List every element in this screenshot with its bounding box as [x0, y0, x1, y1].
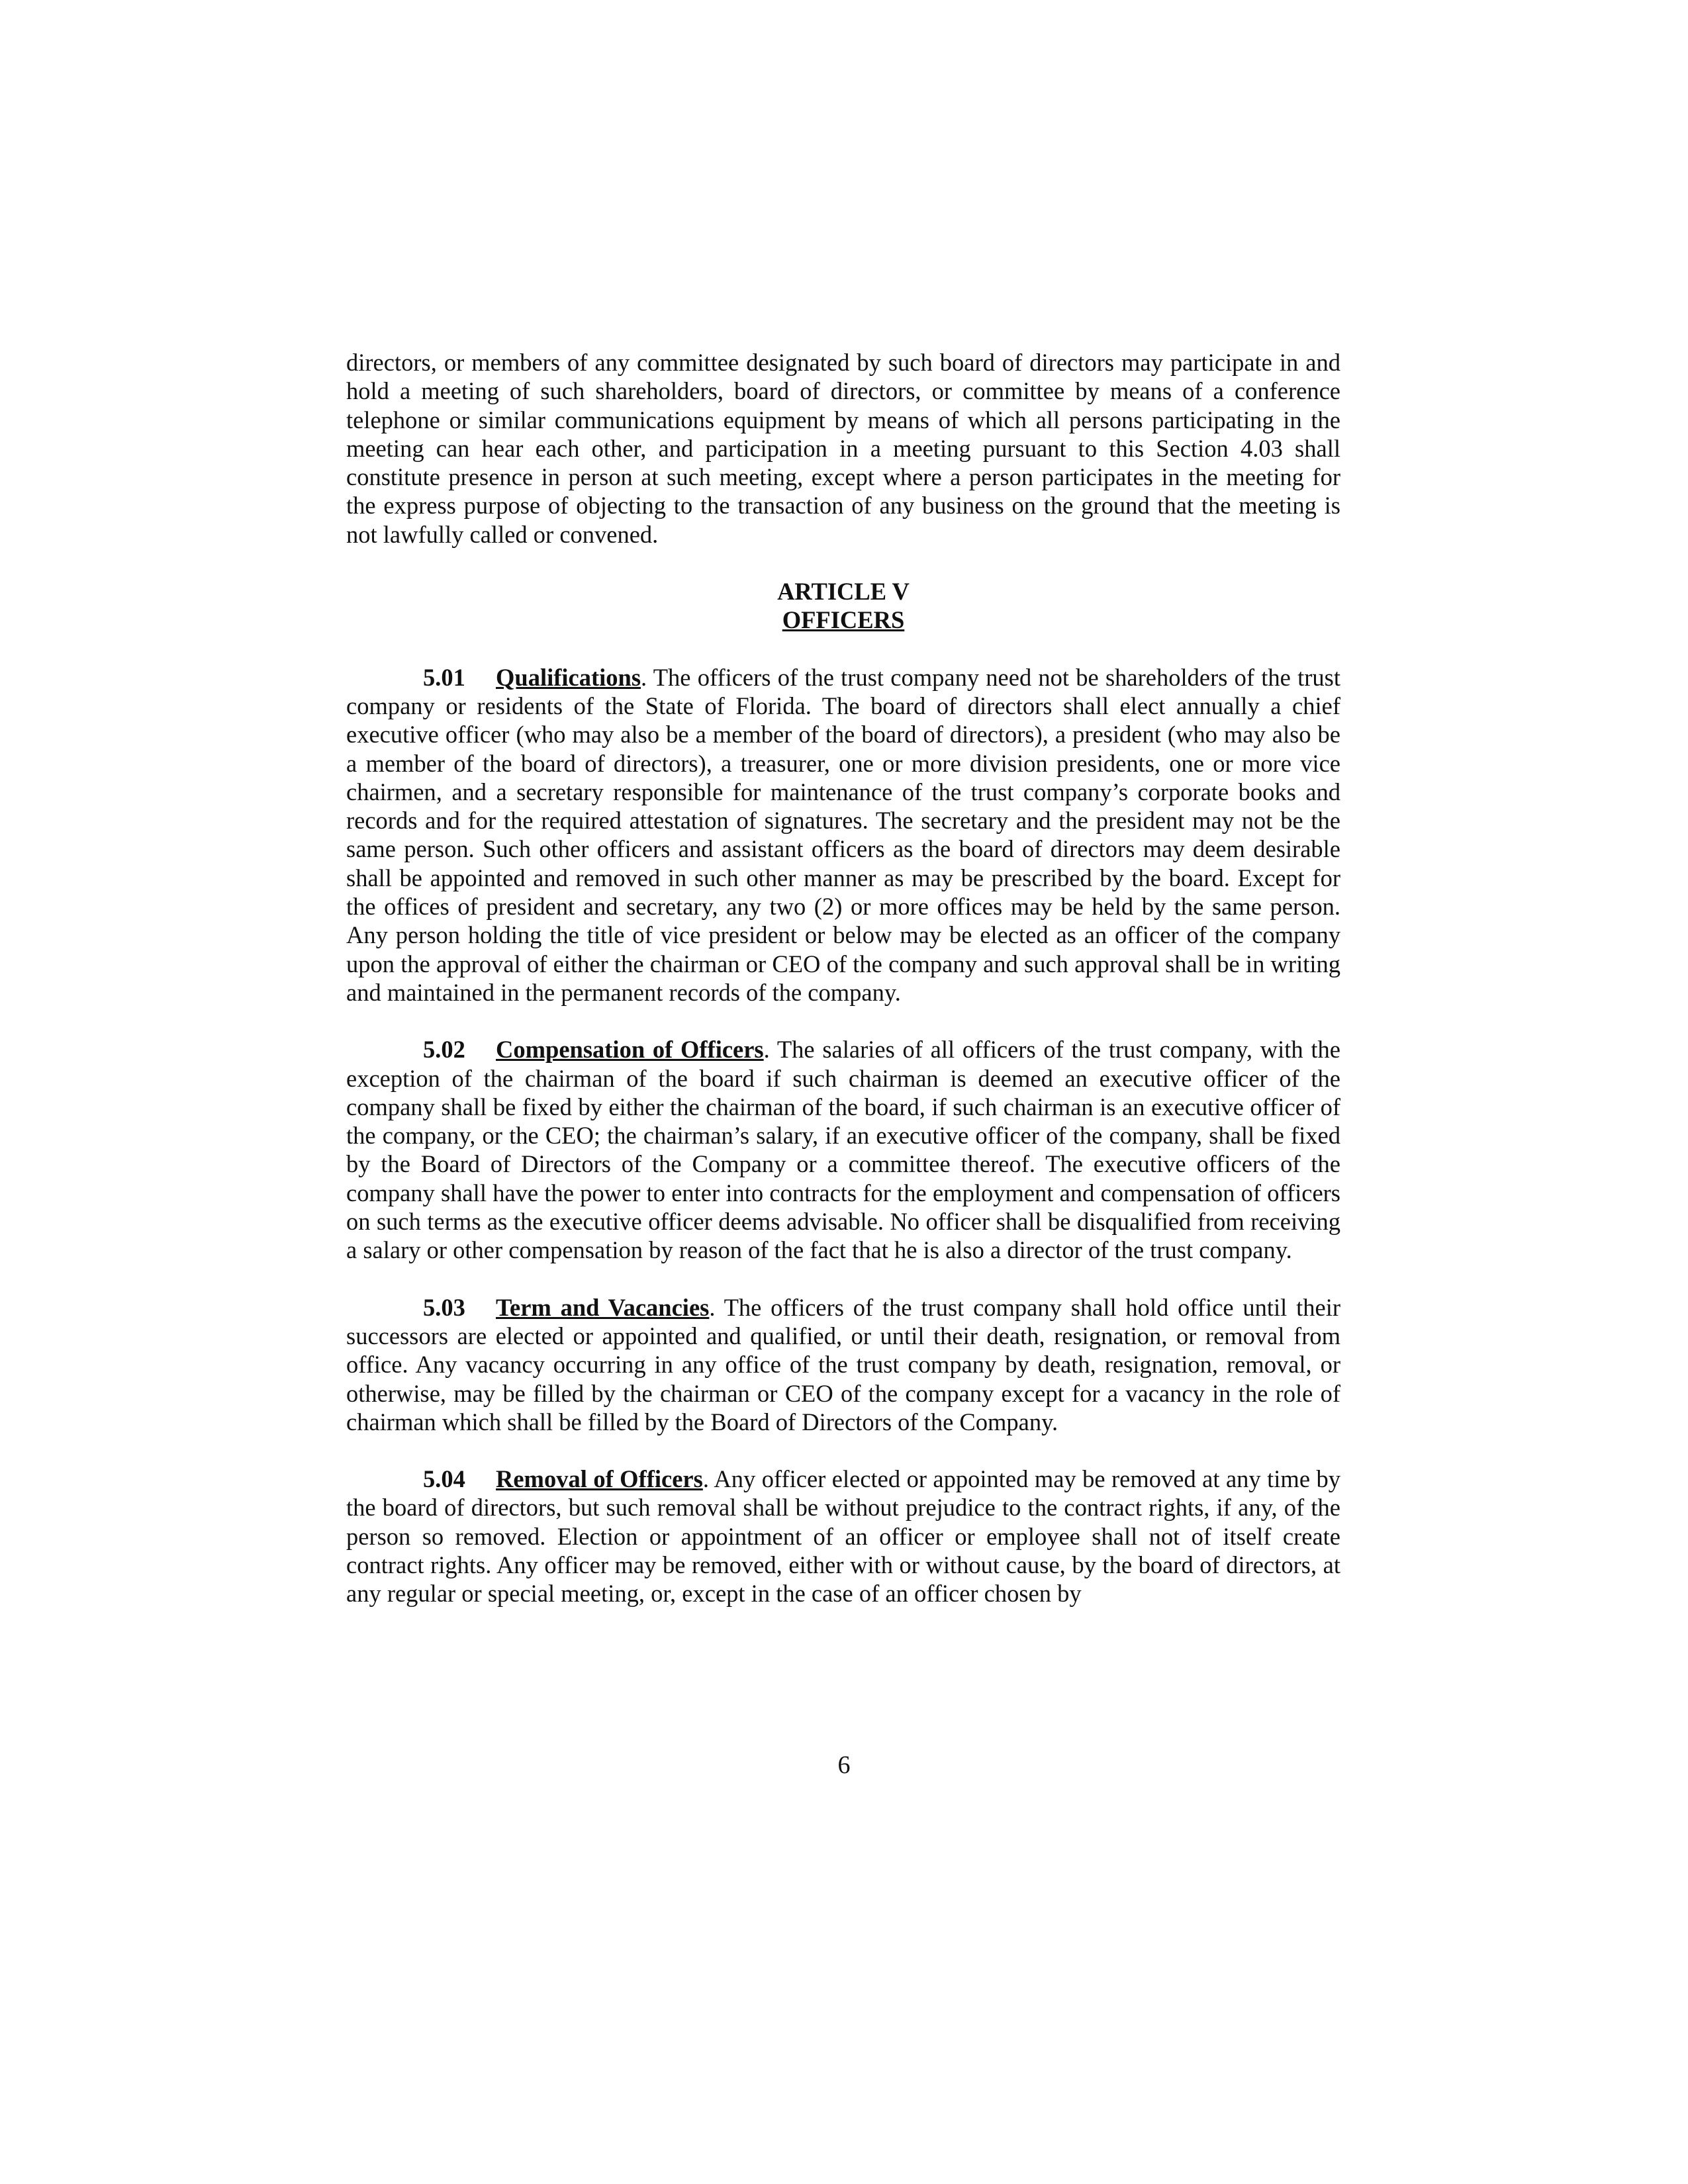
section-title: Compensation of Officers — [496, 1036, 764, 1064]
section-5-03 — [346, 1293, 1340, 1436]
section-number: 5.01 — [423, 663, 465, 691]
section-body: . The salaries of all officers of the trust company, with the exception of the chairman of the board if such chairman is deemed an executive officer of the company shall be fixed by either the chairman of the board, if such chairman is an executive officer of the company, or the CEO; the chairman’s salary, if an executive officer of the company, shall be fixed by the Board of Directors of the Company or a committee thereof. The executive officers of the company shall have the power to enter into contracts for the employment and compensation of officers on such terms as the executive officer deems advisable. No officer shall be disqualified from receiving a salary or other compensation by reason of the fact that he is also a director of the trust company. — [346, 1036, 1340, 1264]
spacer — [346, 1007, 1340, 1035]
article-title-line — [346, 606, 1340, 634]
article-number: ARTICLE V — [777, 578, 910, 606]
section-5-01 — [346, 663, 1340, 1007]
spacer — [346, 1436, 1340, 1465]
section-title: Removal of Officers — [496, 1465, 703, 1493]
section-number: 5.04 — [423, 1465, 465, 1493]
article-title: OFFICERS — [782, 606, 905, 634]
section-body: . Any officer elected or appointed may be removed at any time by the board of directors, but such removal shall be without prejudice to the contract rights, if any, of the person so removed. Election or appointment of an officer or employee shall not of itself create contract rights. Any officer may be removed, either with or without cause, by the board of directors, at any regular or special meeting, or, except in the case of an officer chosen by — [346, 1465, 1340, 1608]
spacer — [346, 1265, 1340, 1293]
document-body — [346, 348, 1340, 1608]
section-title: Qualifications — [496, 663, 641, 691]
page-number: 6 — [837, 1751, 851, 1779]
section-5-02 — [346, 1035, 1340, 1264]
spacer — [346, 635, 1340, 663]
continuation-paragraph: directors, or members of any committee designated by such board of directors may participate in and hold a meeting of such shareholders, board of directors, or committee by means of a conference telephone or similar communications equipment by means of which all persons participating in the meeting can hear each other, and participation in a meeting pursuant to this Section 4.03 shall constitute presence in person at such meeting, except where a person participates in the meeting for the express purpose of objecting to the transaction of any business on the ground that the meeting is not lawfully called or convened. — [346, 349, 1340, 548]
section-5-04 — [346, 1465, 1340, 1608]
section-number: 5.03 — [423, 1293, 465, 1321]
section-body: . The officers of the trust company need not be shareholders of the trust company or residents of the State of Florida. The board of directors shall elect annually a chief executive officer (who may also be a member of the board of directors), a president (who may also be a member of the board of directors), a treasurer, one or more division presidents, one or more vice chairmen, and a secretary responsible for maintenance of the trust company’s corporate books and records and for the required attestation of signatures. The secretary and the president may not be the same person. Such other officers and assistant officers as the board of directors may deem desirable shall be appointed and removed in such other manner as may be prescribed by the board. Except for the offices of president and secretary, any two (2) or more offices may be held by the same person. Any person holding the title of vice president or below may be elected as an officer of the company upon the approval of either the chairman or CEO of the company and such approval shall be in writing and maintained in the permanent records of the company. — [346, 663, 1340, 1006]
section-number: 5.02 — [423, 1036, 465, 1064]
spacer — [346, 549, 1340, 577]
section-title: Term and Vacancies — [496, 1293, 710, 1321]
section-body: . The officers of the trust company shall hold office until their successors are elected or appointed and qualified, or until their death, resignation, or removal from office. Any vacancy occurring in any office of the trust company by death, resignation, removal, or otherwise, may be filled by the chairman or CEO of the company except for a vacancy in the role of chairman which shall be filled by the Board of Directors of the Company. — [346, 1293, 1340, 1435]
